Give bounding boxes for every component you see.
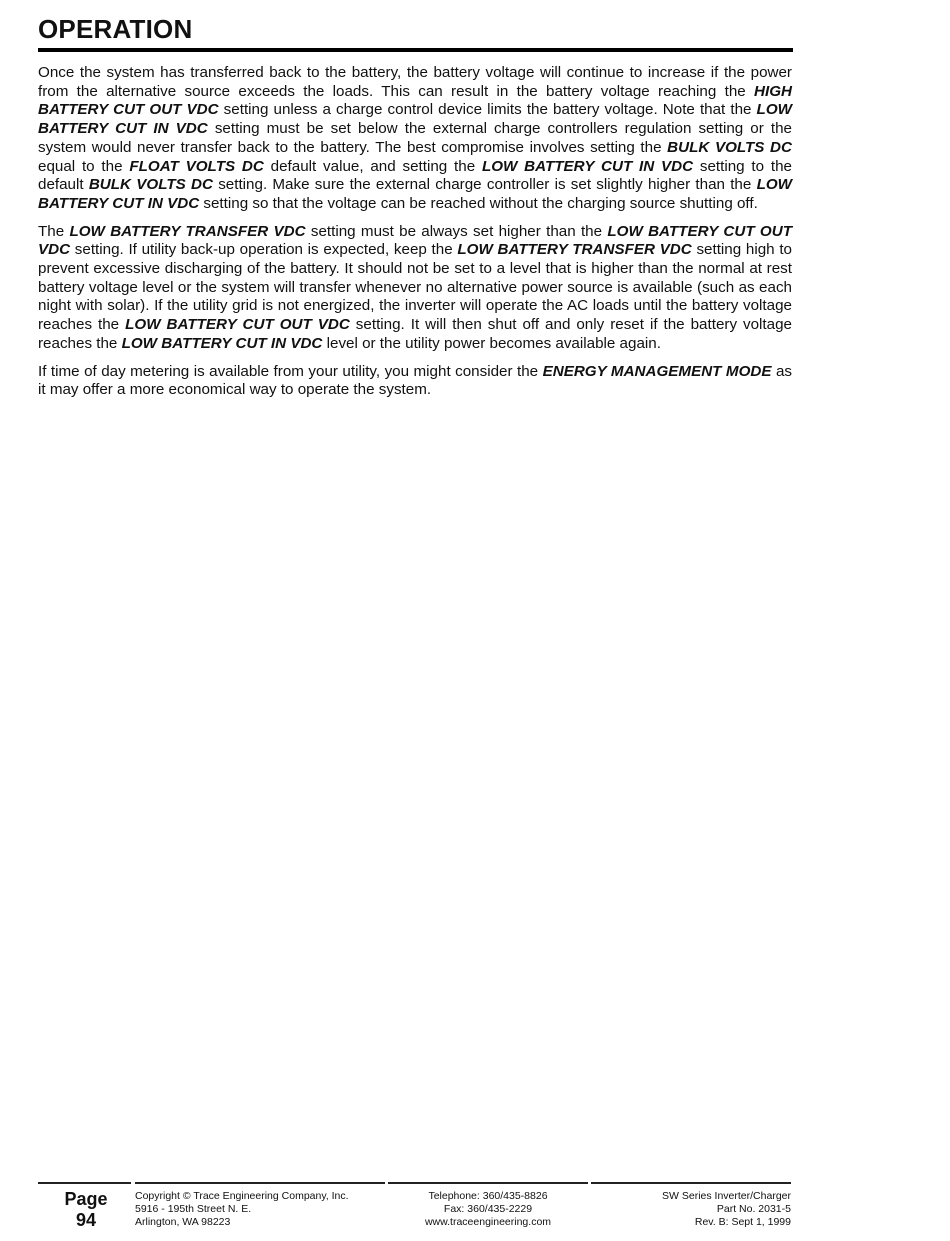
part-number: Part No. 2031-5 <box>716 1203 791 1215</box>
text-run: setting must be always set higher than the <box>305 222 608 240</box>
setting-name: LOW BATTERY CUT IN VDC <box>38 101 792 138</box>
footer-rule <box>38 1182 131 1184</box>
footer-contact <box>388 1190 588 1229</box>
paragraph-2 <box>38 223 792 354</box>
text-run: default value, and setting the <box>263 157 482 175</box>
setting-name: BULK VOLTS DC <box>667 138 792 156</box>
body-text <box>38 64 792 409</box>
telephone: Telephone: 360/435-8826 <box>428 1190 548 1202</box>
text-run: as it may offer a more economical way to operate the system. <box>38 362 792 399</box>
footer-rule <box>388 1182 588 1184</box>
setting-name: LOW BATTERY TRANSFER VDC <box>457 241 692 259</box>
setting-name: LOW BATTERY CUT IN VDC <box>38 176 792 212</box>
setting-name: FLOAT VOLTS DC <box>129 157 264 175</box>
website: www.traceengineering.com <box>424 1216 552 1228</box>
text-run: Once the system has transferred back to the battery, the battery voltage will continue to increase if the power from the alternative source exceeds the loads. This can result in the battery voltage reaching the <box>38 64 792 100</box>
footer-rule <box>591 1182 791 1184</box>
text-run: If time of day metering is available from your utility, you might consider the <box>38 362 543 380</box>
setting-name: LOW BATTERY CUT OUT VDC <box>125 316 350 334</box>
text-run: setting must be set below the external charge controllers regulation setting or the system would never transfer back to the battery. The best compromise involves setting the <box>38 120 792 156</box>
city-address: Arlington, WA 98223 <box>135 1216 231 1228</box>
text-run: The <box>38 222 70 240</box>
page-number: 94 <box>75 1210 97 1230</box>
text-run: level or the utility power becomes available again. <box>322 334 661 352</box>
paragraph-1 <box>38 64 792 214</box>
text-run: setting unless a charge control device limits the battery voltage. Note that the <box>218 101 757 119</box>
title-rule <box>38 48 793 52</box>
text-run: equal to the <box>38 157 130 175</box>
page-title: OPERATION <box>38 14 193 44</box>
page-label: Page <box>64 1189 108 1209</box>
setting-name: ENERGY MANAGEMENT MODE <box>542 362 772 380</box>
text-run: setting high to prevent excessive discharging of the battery. It should not be set to a level that is higher than the normal at rest battery voltage level or the system will transfer whenever no alternative power source is available (such as each night with solar). If the utility grid is not energized, the inverter will operate the AC loads until the battery voltage reaches the <box>38 241 792 334</box>
setting-name: HIGH BATTERY CUT OUT VDC <box>38 82 792 119</box>
text-run: setting. If utility back-up operation is expected, keep the <box>70 241 458 259</box>
setting-name: LOW BATTERY TRANSFER VDC <box>69 222 306 240</box>
text-run: setting. It will then shut off and only reset if the battery voltage reaches the <box>38 316 792 352</box>
setting-name: LOW BATTERY CUT OUT VDC <box>38 222 792 259</box>
footer-company <box>135 1190 349 1229</box>
setting-name: LOW BATTERY CUT IN VDC <box>121 334 323 352</box>
text-run: setting so that the voltage can be reached without the charging source shutting off. <box>199 194 758 212</box>
revision: Rev. B: Sept 1, 1999 <box>694 1216 791 1228</box>
setting-name: BULK VOLTS DC <box>88 176 213 194</box>
text-run: setting to the default <box>38 157 792 194</box>
text-run: setting. Make sure the external charge controller is set slightly higher than the <box>212 176 757 194</box>
paragraph-3 <box>38 363 792 400</box>
page-number-block <box>38 1189 134 1231</box>
footer-product <box>662 1190 791 1229</box>
fax: Fax: 360/435-2229 <box>443 1203 533 1215</box>
street-address: 5916 - 195th Street N. E. <box>135 1203 252 1215</box>
setting-name: LOW BATTERY CUT IN VDC <box>481 157 694 175</box>
product-name: SW Series Inverter/Charger <box>662 1190 791 1202</box>
copyright-line: Copyright © Trace Engineering Company, Inc. <box>135 1190 349 1202</box>
footer-rule <box>135 1182 385 1184</box>
